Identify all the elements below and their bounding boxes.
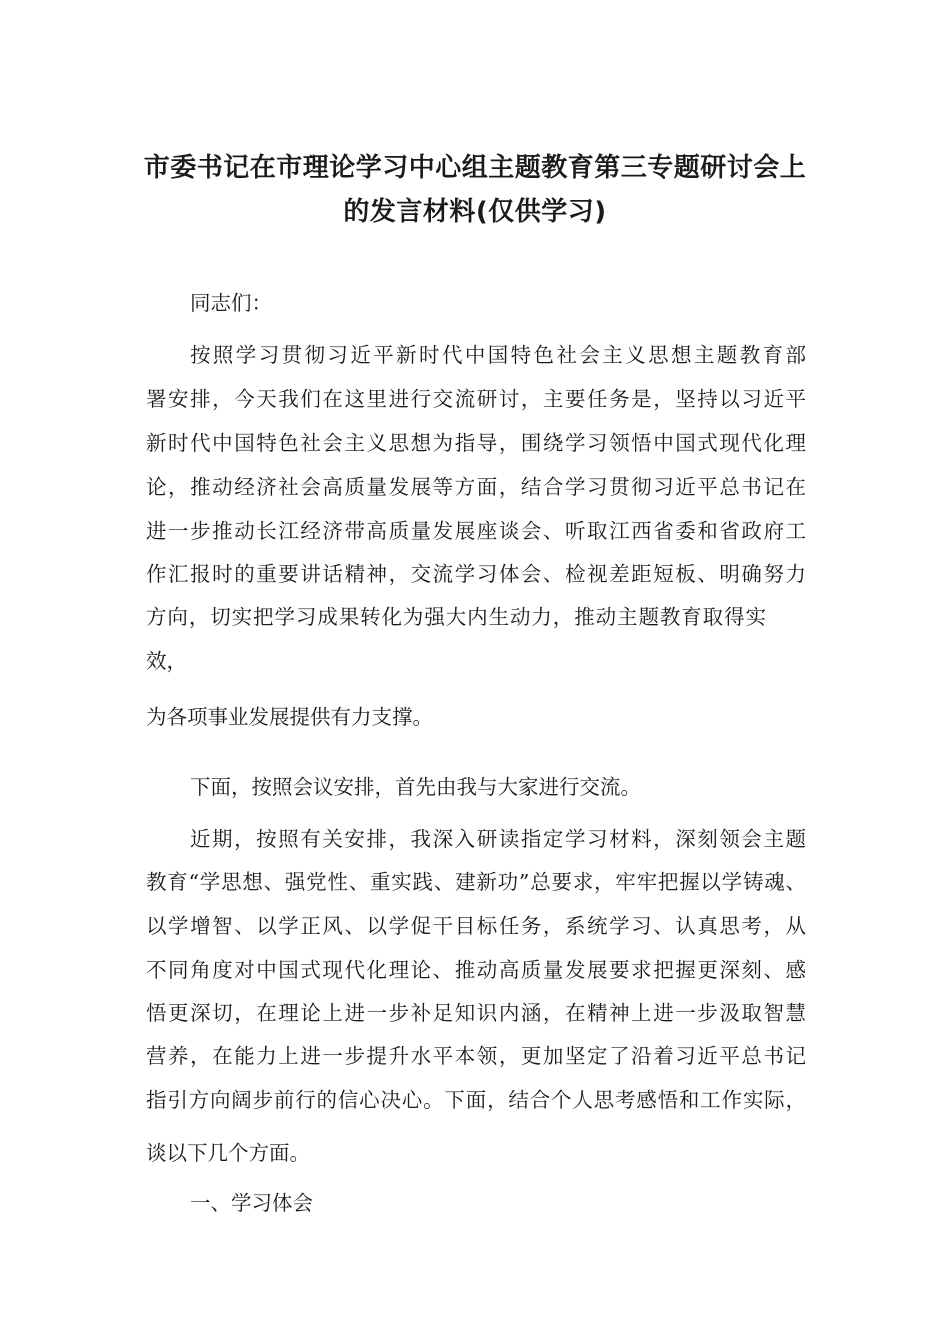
paragraph-3-line: 悟更深切，在理论上进一步补足知识内涵，在精神上进一步汲取智慧 — [146, 1001, 806, 1025]
paragraph-1-line: 进一步推动长江经济带高质量发展座谈会、听取江西省委和省政府工 — [146, 519, 806, 543]
paragraph-1-line: 新时代中国特色社会主义思想为指导，围绕学习领悟中国式现代化理 — [146, 431, 806, 455]
paragraph-3-line: 不同角度对中国式现代化理论、推动高质量发展要求把握更深刻、感 — [146, 958, 806, 982]
salutation: 同志们： — [190, 291, 272, 315]
paragraph-3-line: 近期，按照有关安排，我深入研读指定学习材料，深刻领会主题 — [190, 827, 806, 851]
paragraph-1-line: 作汇报时的重要讲话精神，交流学习体会、检视差距短板、明确努力 — [146, 562, 806, 586]
document-title-line-1: 市委书记在市理论学习中心组主题教育第三专题研讨会上 — [143, 153, 807, 183]
paragraph-1-line: 效， — [146, 649, 187, 673]
paragraph-1-line: 论，推动经济社会高质量发展等方面，结合学习贯彻习近平总书记在 — [146, 475, 806, 499]
paragraph-3-line: 以学增智、以学正风、以学促干目标任务，系统学习、认真思考，从 — [146, 914, 806, 938]
section-heading: 一、学习体会 — [190, 1191, 313, 1215]
document-title-line-2: 的发言材料(仅供学习) — [343, 197, 607, 227]
paragraph-3-line: 教育“学思想、强党性、重实践、建新功”总要求，牢牢把握以学铸魂、 — [146, 870, 806, 894]
paragraph-1-line: 方向，切实把学习成果转化为强大内生动力，推动主题教育取得实 — [146, 605, 766, 629]
paragraph-1-line: 按照学习贯彻习近平新时代中国特色社会主义思想主题教育部 — [190, 343, 806, 367]
paragraph-3-line: 指引方向阔步前行的信心决心。下面，结合个人思考感悟和工作实际， — [146, 1088, 806, 1112]
paragraph-1-line: 署安排，今天我们在这里进行交流研讨，主要任务是，坚持以习近平 — [146, 387, 806, 411]
paragraph-3-line: 谈以下几个方面。 — [146, 1141, 310, 1165]
paragraph-3-line: 营养，在能力上进一步提升水平本领，更加坚定了沿着习近平总书记 — [146, 1044, 806, 1068]
paragraph-2: 下面，按照会议安排，首先由我与大家进行交流。 — [190, 775, 641, 799]
paragraph-1-tail: 为各项事业发展提供有力支撑。 — [146, 705, 433, 729]
